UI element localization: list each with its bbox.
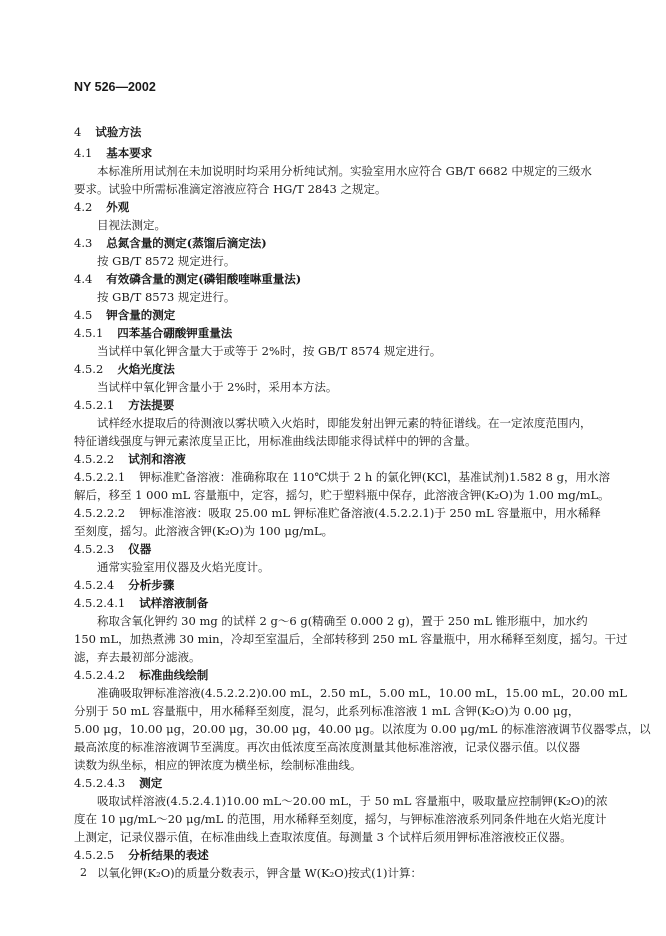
section-number: 4.5.2.2.1 — [74, 470, 126, 484]
paragraph-text: 通常实验室用仪器及火焰光度计。 — [97, 560, 270, 574]
section-heading — [74, 848, 209, 862]
paragraph-text: 按 GB/T 8572 规定进行。 — [97, 254, 236, 268]
paragraph-text: 准确吸取钾标准溶液(4.5.2.2.2)0.00 mL，2.50 mL，5.00 mL，10.00 mL，15.00 mL，20.00 mL — [97, 686, 627, 700]
section-title: 试剂和溶液 — [128, 452, 186, 466]
paragraph-text: 按 GB/T 8573 规定进行。 — [97, 290, 236, 304]
paragraph-text: 当试样中氧化钾含量大于或等于 2%时，按 GB/T 8574 规定进行。 — [97, 344, 442, 358]
paragraph-continuation: 读数为纵坐标，相应的钾浓度为横坐标，绘制标准曲线。 — [74, 758, 362, 772]
paragraph-continuation: 最高浓度的标准溶液调节至满度。再次由低浓度至高浓度测量其他标准溶液，记录仪器示值。以仪器 — [74, 740, 580, 754]
section-title: 标准曲线绘制 — [139, 668, 209, 682]
section-title: 试验方法 — [95, 125, 142, 139]
section-heading — [74, 668, 208, 682]
section-number: 4.5.2.5 — [74, 848, 115, 862]
paragraph-continuation: 至刻度，摇匀。此溶液含钾(K₂O)为 100 μg/mL。 — [74, 524, 334, 538]
paragraph-text: 吸取试样溶液(4.5.2.4.1)10.00 mL～20.00 mL，于 50 mL 容量瓶中，吸取量应控制钾(K₂O)的浓 — [97, 794, 608, 808]
section-heading — [74, 326, 232, 340]
section-heading — [74, 146, 152, 160]
page-number: 2 — [80, 866, 87, 879]
section-heading — [74, 236, 267, 250]
section-title: 四苯基合硼酸钾重量法 — [117, 326, 233, 340]
paragraph-continuation: 滤，弃去最初部分滤液。 — [74, 650, 201, 664]
section-title: 分析结果的表述 — [128, 848, 209, 862]
paragraph-text: 目视法测定。 — [97, 218, 166, 232]
paragraph-continuation: 度在 10 μg/mL～20 μg/mL 的范围，用水稀释至刻度，摇匀，与钾标准溶液系列同条件地在火焰光度计 — [74, 812, 607, 826]
section-heading — [74, 308, 175, 322]
section-number: 4.5.2.4.2 — [74, 668, 126, 682]
numbered-paragraph — [74, 506, 601, 520]
section-title: 分析步骤 — [128, 578, 175, 592]
paragraph-continuation: 150 mL，加热煮沸 30 min，冷却至室温后，全部转移到 250 mL 容量瓶中，用水稀释至刻度，摇匀。干过 — [74, 632, 628, 646]
paragraph-text: 当试样中氧化钾含量小于 2%时，采用本方法。 — [97, 380, 338, 394]
section-heading — [74, 125, 141, 139]
section-number: 4.5 — [74, 308, 93, 322]
paragraph-continuation: 分别于 50 mL 容量瓶中，用水稀释至刻度，混匀，此系列标准溶液 1 mL 含钾(K₂O)为 0.00 μg， — [74, 704, 580, 718]
section-number: 4.2 — [74, 200, 93, 214]
section-number: 4.5.2.4.3 — [74, 776, 126, 790]
paragraph-text: 称取含氧化钾约 30 mg 的试样 2 g～6 g(精确至 0.000 2 g)，置于 250 mL 锥形瓶中，加水约 — [97, 614, 588, 628]
section-title: 试样溶液制备 — [139, 596, 209, 610]
section-number: 4.5.2 — [74, 362, 104, 376]
section-heading — [74, 452, 186, 466]
section-heading — [74, 596, 208, 610]
paragraph-text: 以氧化钾(K₂O)的质量分数表示，钾含量 W(K₂O)按式(1)计算： — [97, 866, 422, 880]
section-number: 4.5.1 — [74, 326, 104, 340]
numbered-paragraph — [74, 470, 610, 484]
section-number: 4.5.2.1 — [74, 398, 115, 412]
section-heading — [74, 578, 174, 592]
paragraph-continuation: 上测定，记录仪器示值，在标准曲线上查取浓度值。每测量 3 个试样后须用钾标准溶液校正仪器。 — [74, 830, 572, 844]
section-number: 4 — [74, 125, 82, 139]
paragraph-continuation: 解后，移至 1 000 mL 容量瓶中，定容，摇匀，贮于塑料瓶中保存，此溶液含钾(K₂O)为 1.00 mg/mL。 — [74, 488, 610, 502]
section-heading — [74, 542, 151, 556]
section-title: 基本要求 — [106, 146, 153, 160]
paragraph-text: 钾标准贮备溶液：准确称取在 110℃烘于 2 h 的氯化钾(KCl，基准试剂)1.582 8 g，用水溶 — [139, 470, 611, 484]
paragraph-continuation: 特征谱线强度与钾元素浓度呈正比，用标准曲线法即能求得试样中的钾的含量。 — [74, 434, 477, 448]
paragraph-text: 试样经水提取后的待测液以雾状喷入火焰时，即能发射出钾元素的特征谱线。在一定浓度范围内， — [97, 416, 592, 430]
section-number: 4.5.2.2 — [74, 452, 115, 466]
section-title: 有效磷含量的测定(磷钼酸喹啉重量法) — [106, 272, 302, 286]
section-number: 4.4 — [74, 272, 93, 286]
paragraph-continuation: 要求。试验中所需标准滴定溶液应符合 HG/T 2843 之规定。 — [74, 182, 387, 196]
paragraph-continuation: 5.00 μg，10.00 μg，20.00 μg，30.00 μg，40.00 μg。以浓度为 0.00 μg/mL 的标准溶液调节仪器零点，以 — [74, 722, 651, 736]
section-title: 测定 — [139, 776, 163, 790]
section-number: 4.5.2.4.1 — [74, 596, 126, 610]
section-heading — [74, 398, 174, 412]
section-heading — [74, 776, 162, 790]
section-heading — [74, 272, 301, 286]
section-number: 4.1 — [74, 146, 93, 160]
section-number: 4.5.2.3 — [74, 542, 115, 556]
section-number: 4.3 — [74, 236, 93, 250]
section-title: 总氮含量的测定(蒸馏后滴定法) — [106, 236, 267, 250]
section-title: 外观 — [106, 200, 130, 214]
section-title: 方法提要 — [128, 398, 175, 412]
paragraph-text: 钾标准溶液：吸取 25.00 mL 钾标准贮备溶液(4.5.2.2.1)于 250 mL 容量瓶中，用水稀释 — [139, 506, 601, 520]
paragraph-text: 本标准所用试剂在未加说明时均采用分析纯试剂。实验室用水应符合 GB/T 6682 中规定的三级水 — [97, 164, 592, 178]
section-title: 火焰光度法 — [117, 362, 175, 376]
section-number: 4.5.2.4 — [74, 578, 115, 592]
section-title: 钾含量的测定 — [106, 308, 176, 322]
section-title: 仪器 — [128, 542, 152, 556]
section-heading — [74, 362, 175, 376]
section-number: 4.5.2.2.2 — [74, 506, 126, 520]
section-heading — [74, 200, 129, 214]
standard-number-header: NY 526—2002 — [74, 80, 156, 94]
